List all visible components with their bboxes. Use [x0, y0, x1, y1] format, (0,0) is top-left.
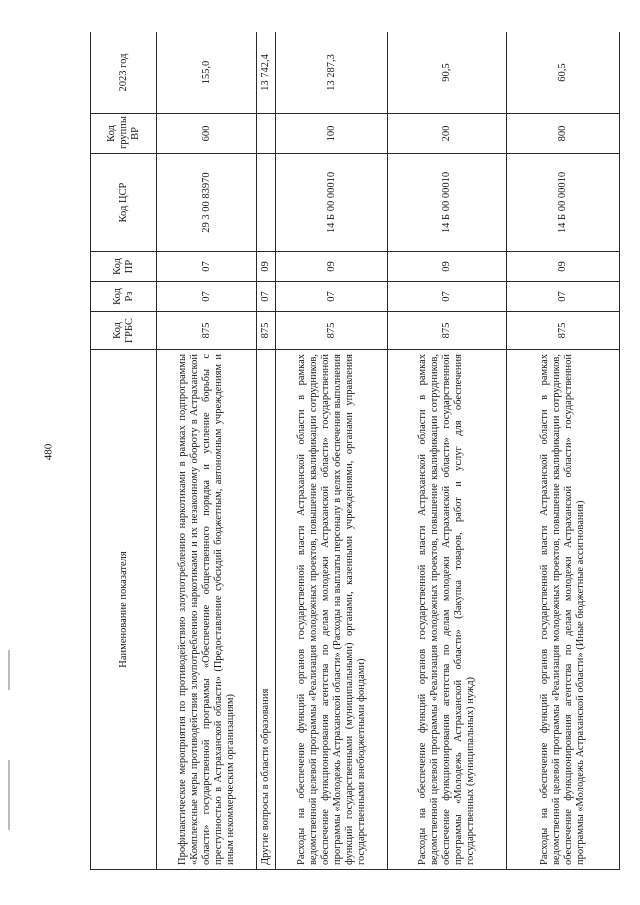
row-grbs: 875 [275, 312, 388, 350]
table-landscape [90, 32, 620, 870]
row-vr: 200 [388, 114, 507, 154]
row-sum: 155,0 [157, 32, 257, 114]
row-csr: 14 Б 00 00010 [388, 154, 507, 252]
row-vr [257, 114, 275, 154]
row-sum: 90,5 [388, 32, 507, 114]
row-vr: 100 [275, 114, 388, 154]
row-pr: 07 [157, 252, 257, 282]
row-csr [257, 154, 275, 252]
row-vr: 600 [157, 114, 257, 154]
row-grbs: 875 [257, 312, 275, 350]
row-name: Расходы на обеспечение функций органов государственной власти Астраханской области в рамках ведомственной целевой программы «Реализация молодежных проектов, повышение квалификации сотрудников, обеспечение функционирования агентства по делам молодежи Астраханской области» государственной программы «Молодежь Астраханской области» (Иные бюджетные ассигнования) [507, 350, 620, 870]
row-csr: 14 Б 00 00010 [275, 154, 388, 252]
header-grbs: Код ГРБС [91, 312, 157, 350]
row-rz: 07 [157, 282, 257, 312]
scan-edge-mark [8, 650, 10, 690]
row-sum: 13 287,3 [275, 32, 388, 114]
table-row [507, 32, 620, 870]
row-rz: 07 [257, 282, 275, 312]
row-vr: 800 [507, 114, 620, 154]
row-name: Расходы на обеспечение функций органов государственной власти Астраханской области в рамках ведомственной целевой программы «Реализация молодежных проектов, повышение квалификации сотрудников, обеспечение функционирования агентства по делам молодежи Астраханской области» государственной программы «Молодежь Астраханской области» (Расходы на выплаты персоналу в целях обеспечения выполнения функций государственными (муниципальными) органами, казенными учреждениями, органами управления государственными внебюджетными фондами) [275, 350, 388, 870]
header-year: 2023 год [91, 32, 157, 114]
table-row [157, 32, 257, 870]
header-pr: Код ПР [91, 252, 157, 282]
row-pr: 09 [275, 252, 388, 282]
table-row [257, 32, 275, 870]
table-row [275, 32, 388, 870]
scan-edge-mark [8, 760, 10, 830]
row-grbs: 875 [388, 312, 507, 350]
row-grbs: 875 [507, 312, 620, 350]
row-grbs: 875 [157, 312, 257, 350]
header-rz: Код Рз [91, 282, 157, 312]
row-csr: 29 3 00 83970 [157, 154, 257, 252]
rotated-table-frame [90, 32, 620, 870]
header-csr: Код ЦСР [91, 154, 157, 252]
row-name: Другие вопросы в области образования [257, 350, 275, 870]
row-rz: 07 [507, 282, 620, 312]
table-header-row [91, 32, 157, 870]
row-sum: 60,5 [507, 32, 620, 114]
row-name: Расходы на обеспечение функций органов государственной власти Астраханской области в рамках ведомственной целевой программы «Реализация молодежных проектов, повышение квалификации сотрудников, обеспечение функционирования агентства по делам молодежи Астраханской области» государственной программы «Молодежь Астраханской области» (Закупка товаров, работ и услуг для обеспечения государственных (муниципальных) нужд) [388, 350, 507, 870]
row-csr: 14 Б 00 00010 [507, 154, 620, 252]
row-pr: 09 [257, 252, 275, 282]
row-name: Профилактические мероприятия по противодействию злоупотреблению наркотиками в рамках подпрограммы «Комплексные меры противодействия злоупотреблению наркотиками и их незаконному обороту в Астраханской области» государственной программы «Обеспечение общественного порядка и усиление борьбы с преступностью в Астраханской области» (Предоставление субсидий бюджетным, автономным учреждениям и иным некоммерческим организациям) [157, 350, 257, 870]
row-rz: 07 [275, 282, 388, 312]
page-number: 480 [42, 443, 55, 461]
row-pr: 09 [388, 252, 507, 282]
row-rz: 07 [388, 282, 507, 312]
header-vr: Код группы ВР [91, 114, 157, 154]
budget-table [90, 32, 620, 870]
header-name: Наименование показателя [91, 350, 157, 870]
row-sum: 13 742,4 [257, 32, 275, 114]
row-pr: 09 [507, 252, 620, 282]
table-row [388, 32, 507, 870]
